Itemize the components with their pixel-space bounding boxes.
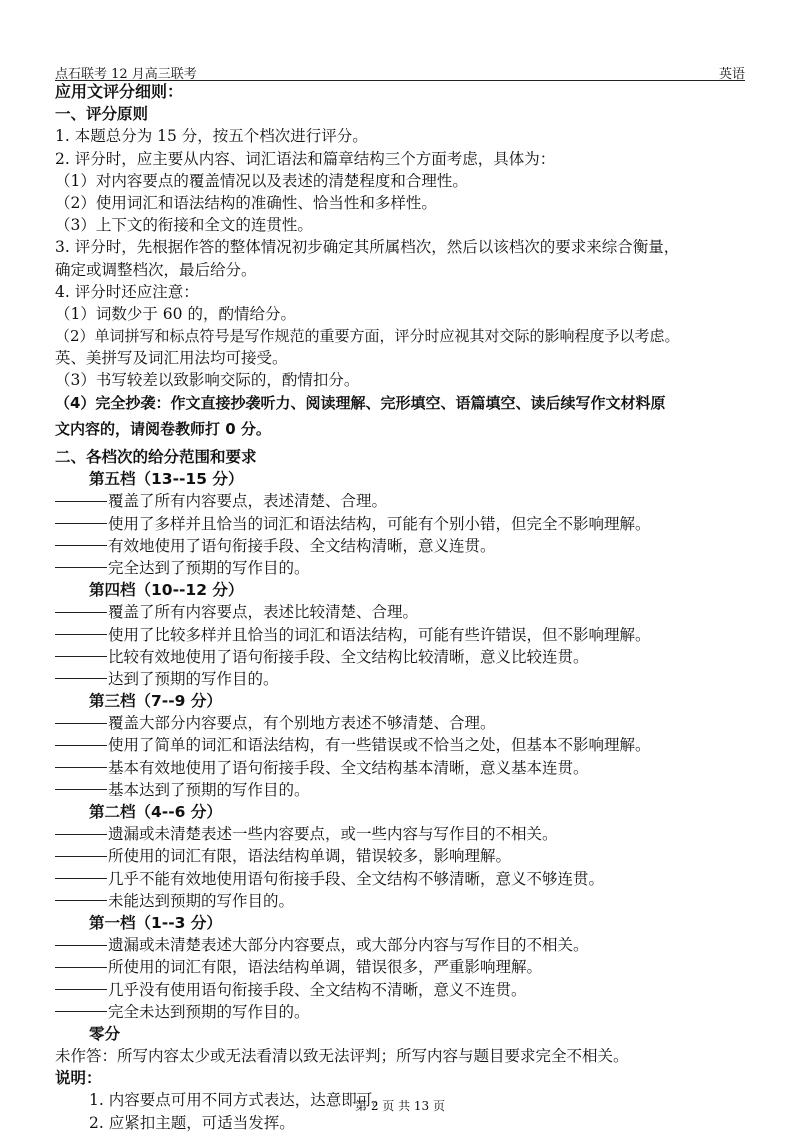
dash-line <box>55 745 107 746</box>
tier-item <box>55 601 752 623</box>
rule-line: 2. 评分时，应主要从内容、词汇语法和篇章结构三个方面考虑，具体为： <box>55 149 556 168</box>
tier-item <box>55 1001 752 1023</box>
page-title: 应用文评分细则： <box>55 82 184 101</box>
notes-heading: 说明： <box>55 1069 102 1088</box>
note-item: 2. 应紧扣主题，可适当发挥。 <box>89 1113 295 1132</box>
rule-line: 1. 本题总分为 15 分，按五个档次进行评分。 <box>55 127 368 146</box>
dash-line <box>55 967 107 968</box>
tier-item <box>55 535 752 557</box>
zero-heading: 零分 <box>89 1024 121 1043</box>
tier-item-text: 所使用的词汇有限，语法结构单调，错误较多，影响理解。 <box>108 847 512 866</box>
dash-line <box>55 834 107 835</box>
dash-line <box>55 856 107 857</box>
tier-item-text: 使用了多样并且恰当的词汇和语法结构，可能有个别小错，但完全不影响理解。 <box>108 514 651 533</box>
tier-item <box>55 934 752 956</box>
tier-item <box>55 890 752 912</box>
dash-line <box>55 723 107 724</box>
dash-line <box>55 767 107 768</box>
dash-line <box>55 523 107 524</box>
tier-item-text: 几乎没有使用语句衔接手段、全文结构不清晰，意义不连贯。 <box>108 980 527 999</box>
tier-item-text: 基本有效地使用了语句衔接手段、全文结构基本清晰，意义基本连贯。 <box>108 758 589 777</box>
rule-line: （1）词数少于 60 的，酌情给分。 <box>55 304 296 323</box>
rule-line: 英、美拼写及词汇用法均可接受。 <box>55 349 288 368</box>
tier-item <box>55 845 752 867</box>
rule-line: 文内容的，请阅卷教师打 0 分。 <box>55 419 271 438</box>
tier-item-text: 使用了简单的词汇和语法结构，有一些错误或不恰当之处，但基本不影响理解。 <box>108 736 651 755</box>
tier-item <box>55 624 752 646</box>
rule-line: （3）书写较差以致影响交际的，酌情扣分。 <box>55 371 360 390</box>
tier-item <box>55 979 752 1001</box>
dash-line <box>55 501 107 502</box>
tier-heading: 第五档（13--15 分） <box>89 470 244 489</box>
tier-item-text: 覆盖大部分内容要点，有个别地方表述不够清楚、合理。 <box>108 714 496 733</box>
page-header <box>55 62 745 81</box>
tier-item <box>55 646 752 668</box>
tier-item-text: 遗漏或未清楚表述大部分内容要点，或大部分内容与写作目的不相关。 <box>108 936 589 955</box>
tier-item <box>55 490 752 512</box>
tier-item-text: 遗漏或未清楚表述一些内容要点，或一些内容与写作目的不相关。 <box>108 825 558 844</box>
tier-item <box>55 513 752 535</box>
dash-line <box>55 900 107 901</box>
tier-item <box>55 868 752 890</box>
dash-line <box>55 989 107 990</box>
tier-item <box>55 757 752 779</box>
tier-item-text: 完全达到了预期的写作目的。 <box>108 558 310 577</box>
section1-heading: 一、评分原则 <box>55 105 149 124</box>
header-subject: 英语 <box>718 67 745 82</box>
tier-item-text: 所使用的词汇有限，语法结构单调，错误很多，严重影响理解。 <box>108 958 543 977</box>
rule-line: （2）使用词汇和语法结构的准确性、恰当性和多样性。 <box>55 193 437 212</box>
tier-item <box>55 956 752 978</box>
dash-line <box>55 634 107 635</box>
dash-line <box>55 678 107 679</box>
dash-line <box>55 656 107 657</box>
tier-item <box>55 712 752 734</box>
tier-item-text: 完全未达到预期的写作目的。 <box>108 1002 310 1021</box>
section2-heading: 二、各档次的给分范围和要求 <box>55 448 257 466</box>
tier-item-text: 未能达到预期的写作目的。 <box>108 891 295 910</box>
tier-item-text: 基本达到了预期的写作目的。 <box>108 780 310 799</box>
note-item: 1. 内容要点可用不同方式表达，达意即可。 <box>89 1091 388 1110</box>
dash-line <box>55 945 107 946</box>
dash-line <box>55 545 107 546</box>
tier-heading: 第二档（4--6 分） <box>89 803 222 821</box>
tier-heading: 第三档（7--9 分） <box>89 692 222 711</box>
tier-item-text: 有效地使用了语句衔接手段、全文结构清晰，意义连贯。 <box>108 536 496 555</box>
rule-line: （3）上下文的衔接和全文的连贯性。 <box>55 216 313 235</box>
tier-item <box>55 557 752 579</box>
tier-item <box>55 668 752 690</box>
tier-item-text: 比较有效地使用了语句衔接手段、全文结构比较清晰，意义比较连贯。 <box>108 647 589 666</box>
tier-item-text: 覆盖了所有内容要点，表述比较清楚、合理。 <box>108 603 419 622</box>
tier-item-text: 使用了比较多样并且恰当的词汇和语法结构，可能有些许错误，但不影响理解。 <box>108 625 651 644</box>
rule-line: （2）单词拼写和标点符号是写作规范的重要方面，评分时应视其对交际的影响程度予以考虑。 <box>55 327 680 346</box>
tier-heading: 第一档（1--3 分） <box>89 913 222 932</box>
tier-item-text: 达到了预期的写作目的。 <box>108 669 279 688</box>
header-exam-name: 点石联考 12 月高三联考 <box>55 67 197 82</box>
tier-heading: 第四档（10--12 分） <box>89 581 244 600</box>
zero-text: 未作答：所写内容太少或无法看清以致无法评判；所写内容与题目要求完全不相关。 <box>55 1047 629 1066</box>
tier-item-text: 几乎不能有效地使用语句衔接手段、全文结构不够清晰，意义不够连贯。 <box>108 869 605 888</box>
dash-line <box>55 612 107 613</box>
tier-item <box>55 823 752 845</box>
dash-line <box>55 1011 107 1012</box>
rule-line: （1）对内容要点的覆盖情况以及表述的清楚程度和合理性。 <box>55 171 468 190</box>
dash-line <box>55 567 107 568</box>
rule-line: 4. 评分时还应注意： <box>55 282 199 301</box>
rule-line: 确定或调整档次，最后给分。 <box>55 260 257 279</box>
dash-line <box>55 878 107 879</box>
page-number: 第 2 页 共 13 页 <box>355 1099 445 1113</box>
tier-item-text: 覆盖了所有内容要点，表述清楚、合理。 <box>108 492 388 511</box>
tier-item <box>55 779 752 801</box>
rule-line: 3. 评分时，先根据作答的整体情况初步确定其所属档次，然后以该档次的要求来综合衡量， <box>55 238 680 257</box>
dash-line <box>55 789 107 790</box>
rule-line: （4）完全抄袭：作文直接抄袭听力、阅读理解、完形填空、语篇填空、读后续写作文材料原 <box>55 393 666 412</box>
page-content <box>55 81 752 1134</box>
tier-item <box>55 734 752 756</box>
